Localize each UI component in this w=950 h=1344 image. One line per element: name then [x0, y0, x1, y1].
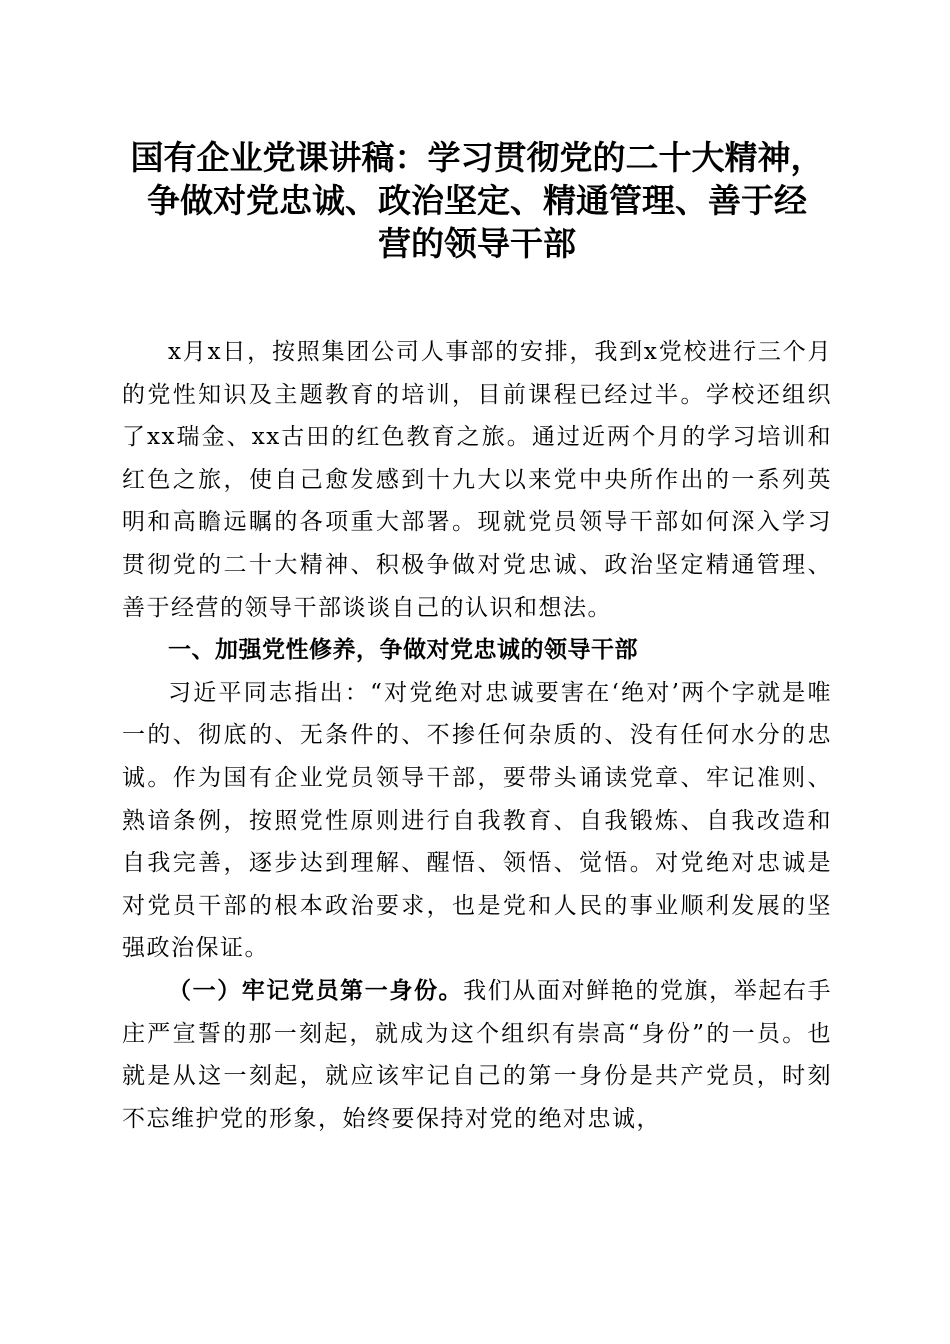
- section-1-heading: 一、加强党性修养，争做对党忠诚的领导干部: [168, 637, 638, 664]
- title-line-3: 营的领导干部: [378, 224, 576, 263]
- document-title: [122, 136, 832, 265]
- subsection-1-heading: （一）牢记党员第一身份。: [168, 976, 464, 1004]
- intro-paragraph: x月x日，按照集团公司人事部的安排，我到x党校进行三个月的党性知识及主题教育的培训，目前课程已经过半。学校还组织了xx瑞金、xx古田的红色教育之旅。通过近两个月的学习培训和红色之旅，使自己愈发感到十九大以来党中央所作出的一系列英明和高瞻远瞩的各项重大部署。现就党员领导干部如何深入学习贯彻党的二十大精神、积极争做对党忠诚、政治坚定精通管理、善于经营的领导干部谈谈自己的认识和想法。: [122, 339, 832, 621]
- subsection-1-text: 我们从面对鲜艳的党旗，举起右手庄严宣誓的那一刻起，就成为这个组织有崇高“身份”的一员。也就是从这一刻起，就应该牢记自己的第一身份是共产党员，时刻不忘维护党的形象，始终要保持对党的绝对忠诚，: [122, 977, 833, 1132]
- section-1-paragraph: 习近平同志指出：“对党绝对忠诚要害在‘绝对’两个字就是唯一的、彻底的、无条件的、不掺任何杂质的、没有任何水分的忠诚。作为国有企业党员领导干部，要带头诵读党章、牢记准则、熟谙条例，按照党性原则进行自我教育、自我锻炼、自我改造和自我完善，逐步达到理解、醒悟、领悟、觉悟。对党绝对忠诚是对党员干部的根本政治要求，也是党和人民的事业顺利发展的坚强政治保证。: [122, 679, 832, 962]
- title-line-2: 争做对党忠诚、政治坚定、精通管理、善于经: [147, 181, 807, 220]
- title-line-1: 国有企业党课讲稿：学习贯彻党的二十大精神，: [130, 138, 824, 177]
- document-body: [122, 331, 832, 1140]
- subsection-1-paragraph: [122, 970, 832, 1140]
